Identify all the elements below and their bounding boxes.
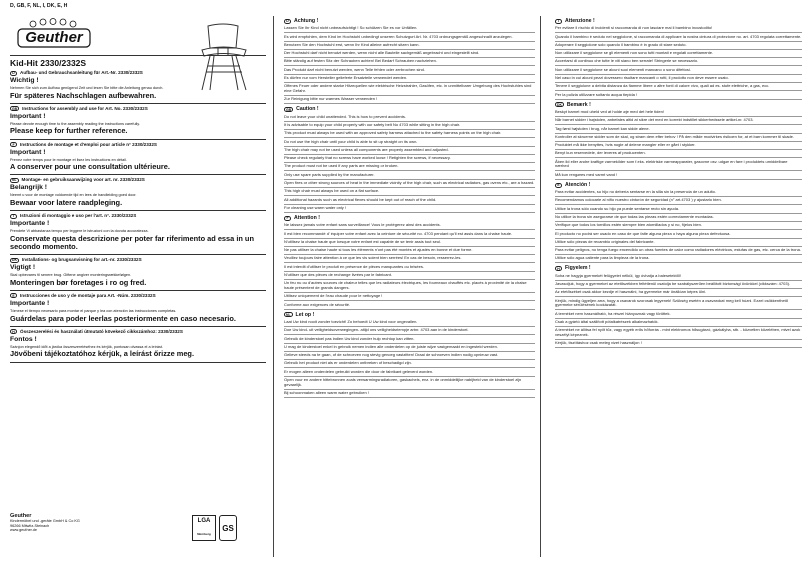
warning-heading-text: Achtung ! bbox=[294, 18, 319, 24]
warning-item: Adoperare il seggiolone solo quando il bambino è in grado di stare seduto. bbox=[555, 42, 802, 50]
language-section-h bbox=[10, 329, 266, 363]
warning-item: This high chair must always be used on a flat surface. bbox=[284, 188, 535, 196]
warning-item: Der Hochstuhl darf nicht benutzt werden, wenn nicht alle Bauteile sachgemäß angebracht und eingestellt sind. bbox=[284, 50, 535, 58]
warning-item: Para evitar peligros, no tenga fuego encendido un otras fuentes de calor como radiadores eléctricos, estufas de gas, etc. cerca de la trona. bbox=[555, 247, 802, 255]
language-badge: GB bbox=[12, 106, 18, 111]
language-badge: E bbox=[10, 293, 17, 298]
warning-item: Az etetőszéket csak akkor kezdje el használni, ha gyermeke már önállóan képes ülni. bbox=[555, 289, 802, 297]
section-heading-text: Montage- en gebruiksaanwijzing voor art. nr. 2330/2332S bbox=[21, 177, 145, 183]
column-1 bbox=[10, 16, 266, 557]
section-heading bbox=[10, 177, 266, 183]
section-divider bbox=[10, 210, 266, 211]
lga-label: LGA bbox=[197, 518, 211, 524]
warning-heading bbox=[555, 18, 802, 24]
language-badge: H bbox=[555, 266, 562, 271]
assembly-note: Skal opbevares til senere brug. Giftene angiver monteringsrækkefølgen. bbox=[10, 273, 132, 278]
warning-item: Do not leave your child unattended. This is how to prevent accidents. bbox=[284, 113, 535, 121]
warning-item: A terméket ne állítsa fel nyílt tűz, vagy egyéb erős hőforrás - mint elektromos hősugárzó, gázkályha, stb. - közvetlen közelében, mivel azok veszélyt képeznek. bbox=[555, 327, 802, 340]
section-heading bbox=[10, 106, 266, 112]
section-divider bbox=[10, 362, 266, 363]
geuther-logo bbox=[16, 18, 92, 52]
warning-item: Kérjük, tisztításhoz csak meleg vizet használjon ! bbox=[555, 340, 802, 348]
warning-item: Csak a gyártó által szállított pótalkatrészek alkalmazhatók. bbox=[555, 319, 802, 327]
important-label: Importante ! bbox=[10, 299, 50, 307]
section-heading-text: Instructions for assembly and use for Art. No. 2330/2332S bbox=[22, 105, 148, 111]
company-website: www.geuther.de bbox=[10, 528, 38, 533]
warning-item: It is advisable to equip your child properly with our safety belt No 4703 while sitting in the high chair. bbox=[284, 122, 535, 130]
warning-item: Open fires or other strong sources of heat in the immediate vicinity of the high chair, such as electrical radiators, gas ovens etc., are a hazard. bbox=[284, 180, 535, 188]
language-badge: NL bbox=[12, 178, 17, 183]
warning-item: Utilice la trona sólo cuando su hijo ya puede sentarse recto sin ayuda. bbox=[555, 205, 802, 213]
language-section-gb bbox=[10, 106, 266, 140]
warning-item: Non utilizzare il seggiolone se alcuni suoi elementi mancano o sono difettosi. bbox=[555, 66, 802, 74]
warning-item: Javasoljuk, hogy a gyermeket az etetőszékben feltétlenül csatolja be szabályszerűen beállított biztonsági övünkkel (cikkszám: 4703). bbox=[555, 281, 802, 289]
warning-item: Das Produkt darf nicht benutzt werden, wenn Teile fehlen oder zerbrochen sind. bbox=[284, 66, 535, 74]
warning-item: Utilice sólo piezas de recambio originales del fabricante. bbox=[555, 239, 802, 247]
warning-heading-text: Atención ! bbox=[565, 181, 591, 188]
warning-heading bbox=[284, 18, 535, 24]
warning-section-dk bbox=[555, 102, 802, 180]
assembly-note: Tómese el tiempo necesario para montar el parque y lea con atención las instrucciones completas. bbox=[10, 308, 177, 313]
company-line-2: 96266 Mitwitz-Steinach bbox=[10, 523, 50, 528]
company-line-1: Kindermöbel und -geräte GmbH & Co KG bbox=[10, 519, 80, 523]
warning-item: Nel caso in cui alcuni pezzi dovessero risultare mancanti o rotti, il prodotto non deve essere usato. bbox=[555, 75, 802, 83]
warning-item: Produktet må ikke benyttes, hvis nogle af delene mangler eller er gået i stykker. bbox=[555, 142, 802, 150]
product-title: Kid-Hit 2330/2332S bbox=[10, 55, 266, 68]
language-badge: D bbox=[10, 71, 17, 76]
warning-heading bbox=[284, 312, 535, 318]
language-badge: I bbox=[10, 214, 17, 219]
language-badge: F bbox=[284, 216, 291, 221]
section-heading bbox=[10, 142, 266, 148]
warning-item: Beskyt barnet mod uheld ved at holde øje med det hele tiden! bbox=[555, 109, 802, 117]
section-heading-text: Instructions de montage et d'emploi pour article n° 2330/2332S bbox=[20, 141, 157, 147]
section-heading bbox=[10, 213, 266, 219]
important-label: Wichtig ! bbox=[10, 77, 39, 84]
warning-item: The product must not be used if any parts are missing or broken. bbox=[284, 163, 535, 171]
warning-heading-text: Let op ! bbox=[295, 311, 315, 318]
high-chair-illustration bbox=[188, 20, 258, 92]
warning-item: All additional hazards such as electrical flexes should be kept out of reach of the child. bbox=[284, 196, 535, 204]
language-section-i bbox=[10, 213, 266, 255]
warning-section-f bbox=[284, 215, 535, 310]
keep-note: Bewaar voor latere raadpleging. bbox=[10, 197, 123, 207]
warning-item: Tag først højstolen i brug, når barnet kan sidde alene. bbox=[555, 125, 802, 133]
warning-heading bbox=[555, 182, 802, 188]
section-divider bbox=[10, 254, 266, 255]
warning-item: Må kun rengøres med varmt vand ! bbox=[555, 171, 802, 179]
language-badge: H bbox=[10, 329, 17, 334]
warning-item: U mag de kinderstoel enkel in gebruik nemen indien alle onderdelen op de juiste wijze vastgemaakt en ingesteld werden. bbox=[284, 344, 535, 352]
section-divider bbox=[10, 326, 266, 327]
lga-sublabel: Nürnberg bbox=[197, 532, 211, 536]
language-badge: NL bbox=[286, 312, 291, 317]
warning-item: No utilice la trona sin asegurarse de que todas las piezas estén correctamente montadas. bbox=[555, 214, 802, 222]
language-badge: D bbox=[284, 19, 291, 24]
warning-section-d bbox=[284, 18, 535, 104]
important-label: Important ! bbox=[10, 148, 46, 156]
warning-item: Ne laissez jamais votre enfant sans surveillance! Vous le protégerez ainsi des accidents. bbox=[284, 222, 535, 230]
assembly-note: Neemt u voor de montage voldoende tijd en lees de handleiding goed door. bbox=[10, 193, 137, 198]
keep-note: Monteringen bør foretages i ro og fred. bbox=[10, 277, 147, 287]
warning-section-gb bbox=[284, 106, 535, 213]
warning-item: Per la pulizia utilizzare soltanto acqua tiepida ! bbox=[555, 91, 802, 99]
warning-item: Tenere il seggiolone a debita distanza da fiamme libere o altre fonti di calore vivo, quali ad es. stufe elettriche, a gas, ecc. bbox=[555, 83, 802, 91]
warning-item: Gelieve steeds na te gaan, of de schroeven nog stevig genoeg vastzitten! Draai de schroeven indien nodig opnieuw vast. bbox=[284, 352, 535, 360]
section-heading bbox=[10, 329, 266, 335]
section-divider bbox=[10, 174, 266, 175]
warning-item: Es wird empfohlen, dem Kind im Hochstuhl unbedingt unseren Schutzgurt Art. Nr. 4703 ordnungsgemäß angeschnallt anzulegen. bbox=[284, 33, 535, 41]
warning-heading-text: Attenzione ! bbox=[565, 18, 595, 24]
warning-item: Il est interdit d'utiliser le produit en présence de pièces manquantes ou brisées. bbox=[284, 263, 535, 271]
warning-item: Es dürfen nur vom Hersteller gelieferte Ersatzteile verwendet werden. bbox=[284, 75, 535, 83]
section-divider bbox=[10, 103, 266, 104]
warning-item: Please check regularly that no screws have worked loose ! Retighten the screws, if necessary. bbox=[284, 155, 535, 163]
language-badge: GB bbox=[286, 107, 292, 112]
keep-note: Guárdelas para poder leerlas posteriormente en caso necesario. bbox=[10, 313, 236, 323]
language-badge: DK bbox=[557, 102, 562, 107]
language-section-f bbox=[10, 142, 266, 176]
language-section-dk bbox=[10, 257, 266, 291]
assembly-note: Nehmen Sie sich zum Aufbau genügend Zeit und lesen Sie bitte die Anleitung genau durch. bbox=[10, 86, 164, 90]
warning-item: Utilisez uniquement de l'eau chaude pour le nettoyage ! bbox=[284, 293, 535, 301]
warning-item: Accertarsi di continuo che tutte le viti siano ben serrate! Stringerle se necessario. bbox=[555, 58, 802, 66]
section-divider bbox=[10, 139, 266, 140]
warning-item: Er mogen alleen onderdelen gebruikt worden die door de fabrikant geleverd worden. bbox=[284, 368, 535, 376]
keep-note: Please keep for further reference. bbox=[10, 126, 128, 136]
warning-item: Per evitare il rischio di incidenti si raccomanda di non lasciare mai il bambino incustodito! bbox=[555, 25, 802, 33]
warning-heading bbox=[555, 102, 802, 108]
warning-item: Quando il bambino è seduto nel seggiolone, si raccomanda di applicare la nostra cintura di protezione no. art. 4703 regolata correttamente. bbox=[555, 33, 802, 41]
gs-mark: GS bbox=[219, 515, 237, 541]
keep-note: Für späteres Nachschlagen aufbewahren. bbox=[10, 90, 157, 100]
language-badge: DK bbox=[12, 258, 17, 263]
warning-item: Utilice sólo agua caliente para la limpieza de la trona. bbox=[555, 255, 802, 263]
warning-item: El producto no podrá ser usado en caso de que falte alguna pieza o haya alguna pieza defectuosa. bbox=[555, 230, 802, 238]
warning-item: This product must always be used with an approved safety harness attached to the safety harness points on the high chair. bbox=[284, 130, 535, 138]
warning-item: Kontroller at skruerne sidder som de skal, og stram dem efter behov ! På den måde modvirkes risikoen for, at et barn kommer til skade. bbox=[555, 134, 802, 142]
warning-item: Do not use the high chair until your child is able to sit up straight on its own. bbox=[284, 138, 535, 146]
assembly-note: Prendete Vi abbastanza tempo per leggere le istruzioni con la dovuta accuratezza. bbox=[10, 229, 149, 234]
language-badge: E bbox=[555, 183, 562, 188]
warning-item: Open vuur en andere hittebronnen zoals verwarmingsradiatoren, gaskachels, enz. in de onmiddellijke nabijheid van de kinderstoel zijn gevaarlijk. bbox=[284, 377, 535, 390]
keep-note: Jövőbeni tájékoztatóhoz kérjük, a leírást őrizze meg. bbox=[10, 349, 194, 359]
warning-item: Only use spare parts supplied by the manufacturer. bbox=[284, 171, 535, 179]
important-label: Important ! bbox=[10, 112, 46, 120]
warning-item: Veuillez toujours faire attention à ce que les vis soient bien serrées! En cas de besoin, resserrez-les. bbox=[284, 255, 535, 263]
warning-item: Når barnet sidder i højstolen, anbefales altid at sikre det med en korrekt indstillet sikkerhedssele artikel-nr. 4703. bbox=[555, 117, 802, 125]
warning-item: Soha ne hagyja gyermekét felügyelet nélkül, így óvhatja a balesetektől! bbox=[555, 272, 802, 280]
important-label: Belangrijk ! bbox=[10, 184, 48, 192]
section-heading-text: Installations- og brugsanvisning for art.-nr. 2330/2332S bbox=[21, 257, 142, 263]
warning-item: Doe Uw kind- uit veiligheidsoverwegingen- altijd ons veiligheidsriempje artnr. 4703 aan in de kinderstoel. bbox=[284, 327, 535, 335]
assembly-note: Prenez votre temps pour le montage et lisez les instructions en détail. bbox=[10, 157, 127, 162]
warning-section-e bbox=[555, 182, 802, 264]
language-section-e bbox=[10, 293, 266, 327]
warning-heading bbox=[284, 106, 535, 112]
company-footer bbox=[10, 513, 266, 557]
warning-item: Verifique que todos los tornillos estén siempre bien atornillados y si no, fíjelos bien. bbox=[555, 222, 802, 230]
lga-mark bbox=[192, 515, 216, 541]
warning-item: Bij schoonmaken alleen warm water gebruiken ! bbox=[284, 390, 535, 398]
warning-heading-text: Caution ! bbox=[296, 106, 319, 113]
logo-brand: Geuther bbox=[25, 29, 83, 46]
section-heading bbox=[10, 257, 266, 263]
important-label: Fontos ! bbox=[10, 335, 37, 343]
section-heading-text: Összeszerelési és használati útmutató kövekező cikkszámhoz: 2330/2332S bbox=[20, 328, 183, 334]
assembly-note: Szánjon elegendő időt a járóka összeszereléséhez és kérjük, pontosan olvassa el a leírást. bbox=[10, 344, 164, 349]
warning-item: Ne pas utiliser la chaise haute si tous les éléments n'ont pas été montés et ajustés en bonne et due forme. bbox=[284, 247, 535, 255]
warning-section-i bbox=[555, 18, 802, 100]
warning-item: The high chair may not be used unless all components are properly assembled and adjusted. bbox=[284, 147, 535, 155]
assembly-note: Please devote enough time to the assembly reading the instructions carefully. bbox=[10, 121, 140, 126]
warning-item: A terméket nem használható, ha részei hiányoznak vagy töröttek. bbox=[555, 310, 802, 318]
language-codes: D, GB, F, NL, I, DK, E, H bbox=[10, 3, 68, 9]
warning-item: Offenes Feuer oder andere starke Hitzequellen wie elektrische Heizstrahler, Gasöfen, etc. in unmittelbarer Umgebung des Hochstuhles sind eine Gefahr. bbox=[284, 83, 535, 96]
language-badge: F bbox=[10, 142, 17, 147]
warning-item: Gebruik het product niet als er onderdelen ontbreken of beschadigd zijn. bbox=[284, 360, 535, 368]
section-heading-text: Instrucciones de uso y de montaje para Art. -Núm. 2330/2332S bbox=[20, 292, 156, 298]
warning-item: N'utiliser que des pièces de rechange livrées par le fabricant. bbox=[284, 272, 535, 280]
section-heading bbox=[10, 293, 266, 299]
warning-item: Benyt kun reservedele, der leveres af producenten. bbox=[555, 150, 802, 158]
warning-item: Benutzen Sie den Hochstuhl erst, wenn Ihr Kind alleine aufrecht sitzen kann. bbox=[284, 42, 535, 50]
section-heading-text: Istruzioni di montaggio e uso per l'art. n°. 2330/2332S bbox=[20, 213, 137, 219]
warning-item: Recomendamos colocarle al niño nuestro cinturón de seguridad (n° art.4703 ) y ajustarlo bien. bbox=[555, 197, 802, 205]
warning-item: Zur Reinigung bitte nur warmes Wasser verwenden ! bbox=[284, 96, 535, 104]
warning-item: Para evitar accidentes, su hijo no debería sentarse en la silla sin la presencia de un adulto. bbox=[555, 189, 802, 197]
warning-heading-text: Bemærk ! bbox=[566, 101, 591, 108]
warning-item: Åben ild eller andre kraftige varmekilder som f.eks. elektriske varmeapparater, gasovne osv. udgør en fare i produktets umiddelbare nærhed bbox=[555, 158, 802, 171]
column-2 bbox=[273, 16, 535, 557]
warning-section-h bbox=[555, 265, 802, 348]
language-section-nl bbox=[10, 177, 266, 211]
keep-note: A conserver pour une consultation ultérieure. bbox=[10, 162, 170, 172]
warning-heading bbox=[555, 265, 802, 271]
warning-section-nl bbox=[284, 312, 535, 398]
warning-item: For cleaning use warm water only ! bbox=[284, 205, 535, 213]
warning-item: Conforme aux exigences de sécurité. bbox=[284, 301, 535, 309]
warning-item: Il est bien recommandé d' équiper votre enfant avec la ceinture de sécurité no. 4703 pendant qu'il est assis dans la chaise haute. bbox=[284, 230, 535, 238]
warning-item: Un feu nu ou d'autres sources de chaleur telles que les radiateurs électriques, les fourneaux chauffés etc. placés à proximité de la chaise haute présentent de grands dangers. bbox=[284, 280, 535, 293]
section-heading-text: Aufbau- und Gebrauchsanleitung für Art.-Nr. 2330/2332S bbox=[20, 70, 143, 75]
warning-item: Non utilizzare il seggiolone se gli elementi non sono tutti montati e regolati correttamente. bbox=[555, 50, 802, 58]
warning-heading-text: Attention ! bbox=[294, 214, 320, 221]
keep-note: Conservate questa descrizione per poter far riferimento ad essa in un secondo momento. bbox=[10, 233, 254, 251]
warning-heading bbox=[284, 215, 535, 221]
column-3 bbox=[540, 16, 802, 557]
warning-item: N'utilisez la chaise haute que lorsque votre enfant est capable de se tenir assis tout seul. bbox=[284, 239, 535, 247]
warning-item: Lassen Sie Ihr Kind nicht unbeaufsichtigt ! So schützen Sie es vor Unfällen. bbox=[284, 25, 535, 33]
language-badge: I bbox=[555, 19, 562, 24]
important-label: Importante ! bbox=[10, 220, 50, 228]
warning-item: Kérjük, mindig ügyeljen arra, hogy a csavarok szorosak legyenek! Szükség esetén a csavarokat meg kell húzni. Ezzel csökkenthető gyermeke sérülésének kockázatát. bbox=[555, 297, 802, 310]
warning-item: Bitte ständig auf festen Sitz der Schrauben achten! Bei Bedarf Schrauben nachziehen. bbox=[284, 58, 535, 66]
company-name: Geuther bbox=[10, 513, 32, 519]
warning-item: Laat Uw kind nooit zonder toezicht! Zo behoedt U Uw kind voor ongevallen. bbox=[284, 319, 535, 327]
section-divider bbox=[10, 290, 266, 291]
certification-marks bbox=[192, 515, 237, 541]
warning-heading-text: Figyelem ! bbox=[565, 265, 591, 272]
important-label: Vigtigt ! bbox=[10, 264, 36, 272]
warning-item: Gebruik de kinderstoel pas indien Uw kind zonder hulp rechtop kan zitten. bbox=[284, 335, 535, 343]
